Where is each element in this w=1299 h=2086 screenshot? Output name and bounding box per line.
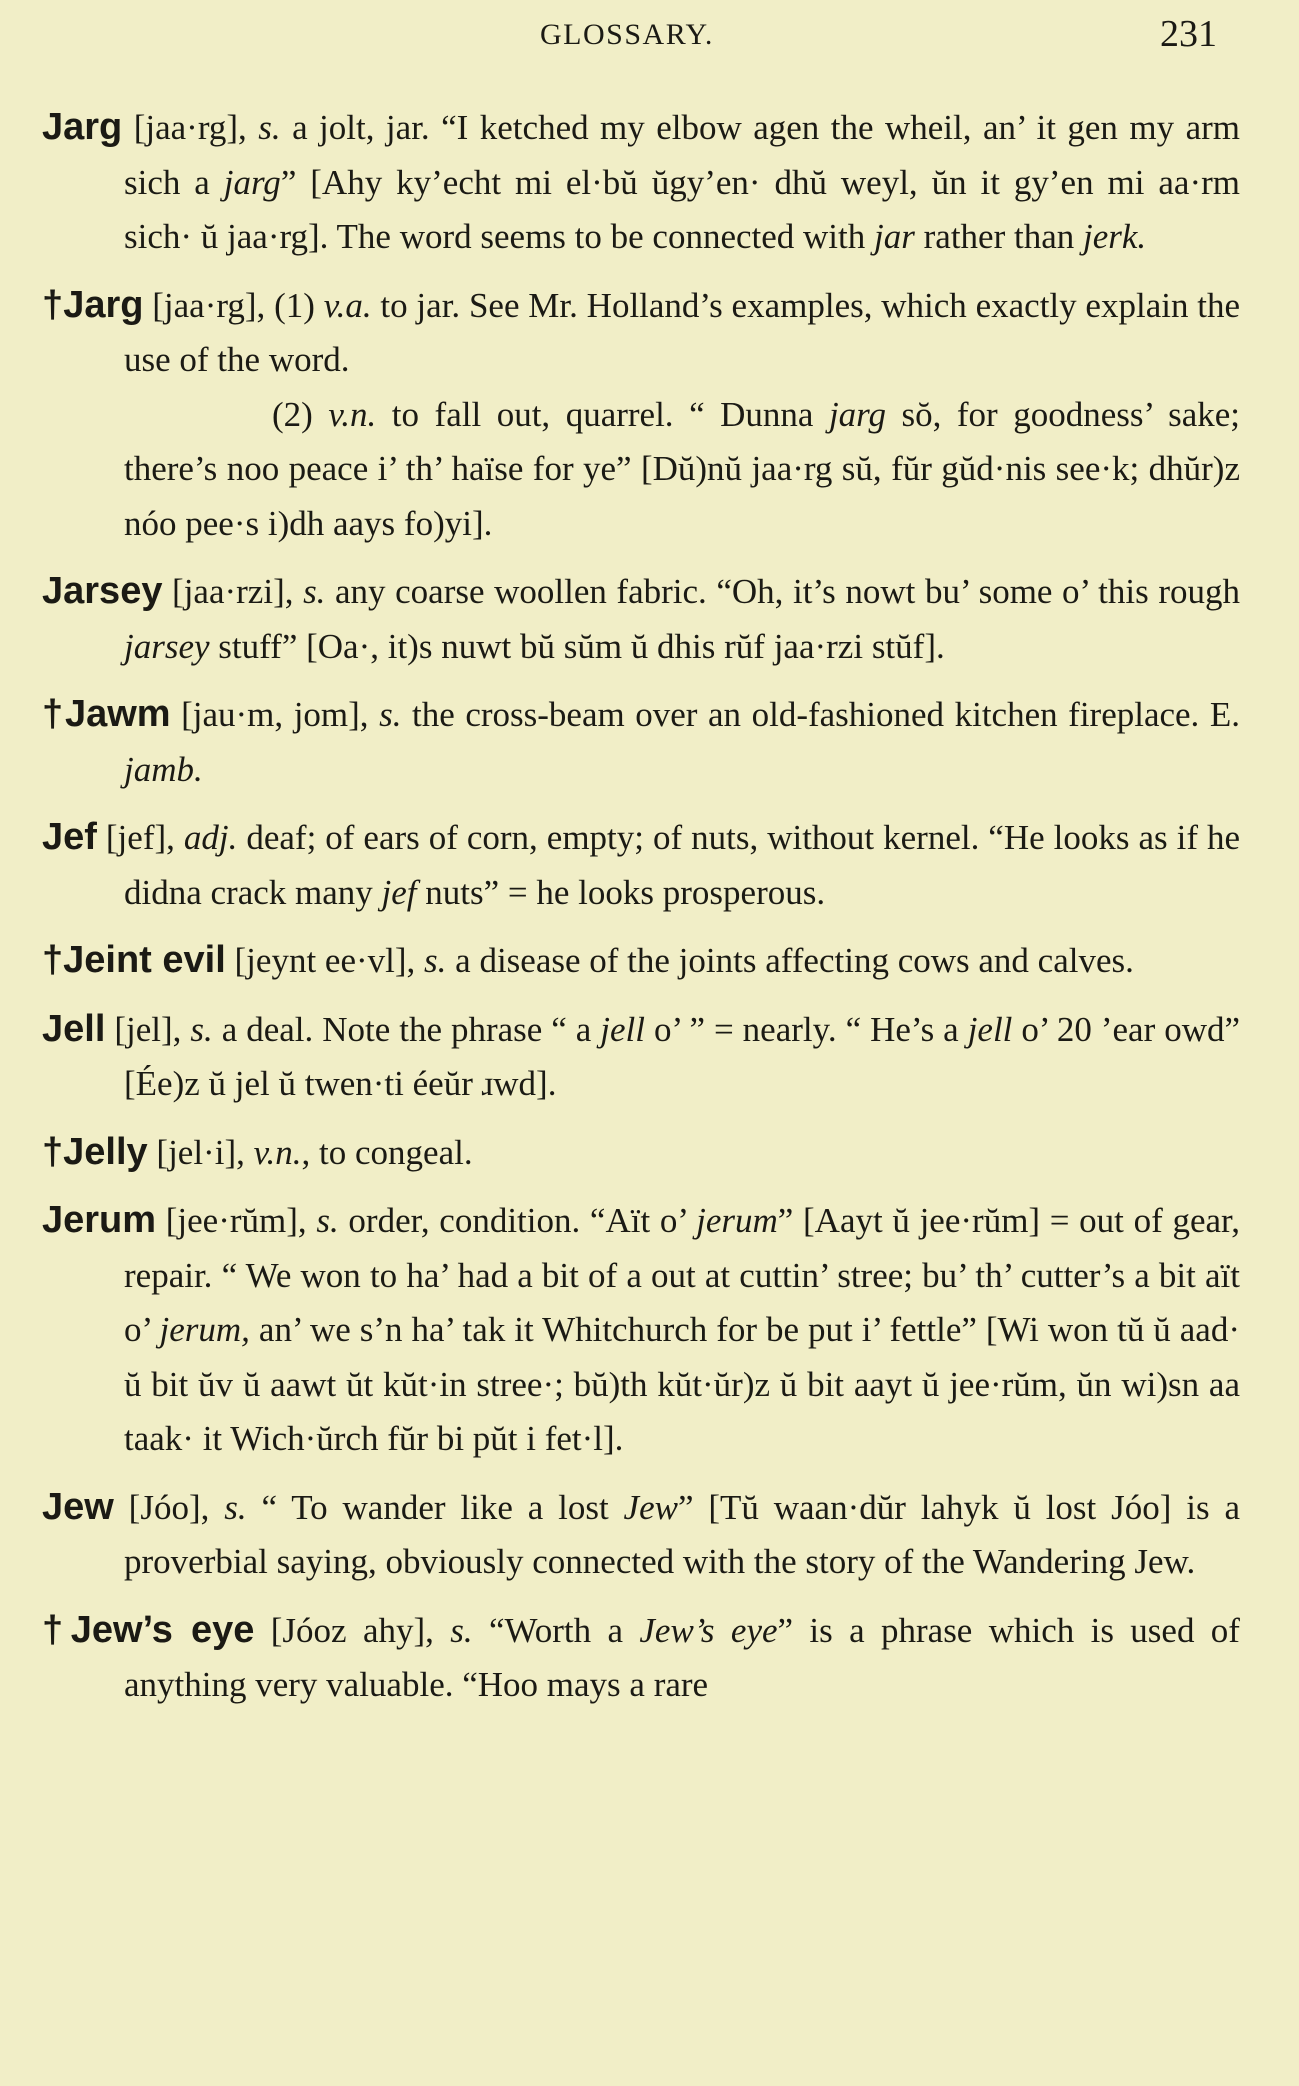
pronunciation: [jaa·rg], (1) — [143, 285, 324, 325]
grammar-label: s. — [316, 1201, 339, 1240]
entry-jew — [42, 1480, 1240, 1590]
grammar-label: s. — [379, 695, 402, 734]
grammar-label: v.a. — [323, 285, 372, 325]
dagger-mark: † — [42, 1130, 64, 1173]
definition: “Worth a — [472, 1610, 640, 1650]
entry-jarsey — [42, 564, 1240, 674]
definition: to fall out, quarrel. “ Dunna — [376, 394, 829, 434]
example-text: nuts” = he looks prosperous. — [416, 872, 826, 912]
definition: a deal. Note the phrase “ a — [212, 1009, 601, 1049]
headword: Jef — [42, 816, 97, 858]
example-italic: jamb. — [124, 749, 203, 789]
example-italic: jerum — [696, 1201, 778, 1240]
entry-jarg-verb — [42, 278, 1240, 552]
example-text: ” [Ahy ky’echt mi el·bŭ ŭgy’en· dhŭ weyl, ŭn it gy’en mi aa·rm sich· ŭ jaa·rg]. The word seems to be connected with — [124, 162, 1240, 256]
grammar-label: s. — [424, 941, 447, 980]
example-italic: jarg — [223, 162, 281, 202]
pronunciation: [jel·i], — [147, 1132, 254, 1172]
pronunciation: [jel], — [105, 1009, 191, 1049]
example-text: o’ 20 ’ear owd” [Ée)z ŭ jel ŭ twen·ti éeŭr ɹwd]. — [124, 1009, 1241, 1103]
grammar-label: s. — [224, 1487, 247, 1527]
headword: Jell — [42, 1007, 106, 1050]
definition: any coarse woollen fabric. “Oh, it’s nowt bu’ some o’ this rough — [325, 572, 1240, 611]
running-header — [0, 10, 1299, 60]
definition: a disease of the joints affecting cows and calves. — [446, 941, 1134, 980]
example-italic: Jew — [623, 1487, 678, 1527]
definition: to jar. See Mr. Holland’s examples, which exactly explain the use of the word. — [124, 285, 1241, 379]
grammar-label: s. — [303, 572, 326, 611]
definition: the cross-beam over an old-fashioned kitchen fireplace. E. — [401, 695, 1240, 734]
example-italic: jef — [381, 872, 417, 912]
headword: Jarsey — [42, 570, 163, 612]
page-number: 231 — [1160, 13, 1217, 55]
definition: order, condition. “Aït o’ — [338, 1201, 697, 1240]
headword: Jew — [42, 1485, 114, 1528]
note-text: rather than — [914, 217, 1083, 256]
example-italic: jarsey — [124, 626, 210, 666]
grammar-label: s. — [190, 1009, 213, 1049]
pronunciation: [jaa·rg], — [122, 108, 259, 147]
definition: , to congeal. — [301, 1132, 473, 1172]
example-italic: jarg — [828, 394, 886, 434]
dagger-mark: † — [42, 693, 65, 735]
example-italic: jell — [600, 1009, 645, 1049]
pronunciation: [jee·rŭm], — [156, 1201, 317, 1240]
dagger-mark: † — [42, 939, 64, 981]
glossary-entries — [42, 100, 1240, 1726]
grammar-label: adj. — [183, 818, 238, 857]
pronunciation: [jeynt ee·vl], — [225, 941, 425, 980]
pronunciation: [Jóoz ahy], — [254, 1610, 451, 1650]
example-text: ” [Aayt ŭ jee·rŭm] = out of gear, repair. “ We won to ha’ had a bit of a out at cuttin’ stree; bu’ th’ cutter’s a bit aït o’ — [124, 1201, 1241, 1349]
sense-number: (2) — [272, 394, 329, 434]
sense-2 — [124, 388, 1240, 552]
example-text: ” [Tŭ waan·dŭr lahyk ŭ lost Jóo] is a proverbial saying, obviously connected with the story of the Wandering Jew. — [124, 1487, 1240, 1581]
example-text: o’ ” = nearly. “ He’s a — [644, 1009, 968, 1049]
definition: deaf; of ears of corn, empty; of nuts, without kernel. “He looks as if he didna crack many — [124, 818, 1240, 912]
example-text: an’ we s’n ha’ tak it Whitchurch for be put i’ fettle” [Wi won tŭ ŭ aad· ŭ bit ŭv ŭ aawt ŭt kŭt·in stree·; bŭ)th kŭt·ŭr)z ŭ bit aayt ŭ jee·rŭm, ŭn wi)sn aa taak· it Wich·ŭrch fŭr bi pŭt i fet·l]. — [124, 1310, 1240, 1458]
entry-jerum — [42, 1193, 1240, 1467]
grammar-label: v.n. — [253, 1132, 302, 1172]
headword: Jerum — [42, 1199, 157, 1241]
headword: †Jew’s eye — [42, 1608, 255, 1651]
entry-jef — [42, 810, 1240, 920]
entry-jeint-evil — [42, 933, 1240, 989]
example-text: stuff” [Oa·, it)s nuwt bŭ sŭm ŭ dhis rŭf jaa·rzi stŭf]. — [209, 626, 945, 666]
entry-jews-eye — [42, 1603, 1240, 1713]
dagger-mark: † — [42, 283, 64, 326]
dagger-mark: † — [42, 1608, 71, 1651]
grammar-label: s. — [450, 1610, 473, 1650]
running-title: GLOSSARY. — [540, 18, 714, 51]
pronunciation: [Jóo], — [113, 1487, 225, 1527]
entry-jelly — [42, 1125, 1240, 1181]
pronunciation: [jau·m, jom], — [170, 695, 380, 734]
pronunciation: [jaa·rzi], — [162, 572, 304, 611]
example-text: ” is a phrase which is used of anything very valuable. “Hoo mays a rare — [124, 1610, 1240, 1704]
headword: †Jelly — [42, 1130, 148, 1173]
example-italic: Jew’s eye — [639, 1610, 778, 1650]
pronunciation: [jef], — [96, 818, 184, 857]
headword: †Jarg — [42, 283, 144, 326]
definition: “ To wander like a lost — [246, 1487, 624, 1527]
example-text: sŏ, for goodness’ sake; there’s noo peace i’ th’ haïse for ye” [Dŭ)nŭ jaa·rg sŭ, fŭr gŭd·nis see·k; dhŭr)z nóo pee·s i)dh aays fo)yi]. — [124, 394, 1241, 543]
example-italic: jerum, — [159, 1310, 250, 1349]
grammar-label: v.n. — [328, 394, 377, 434]
entry-jell — [42, 1002, 1240, 1112]
entry-jawm — [42, 687, 1240, 797]
headword: Jarg — [42, 106, 123, 148]
example-italic: jar — [874, 217, 915, 256]
example-italic: jell — [967, 1009, 1013, 1049]
definition: a jolt, jar. — [280, 108, 430, 147]
headword: †Jawm — [42, 693, 171, 735]
example-italic: jerk. — [1083, 217, 1147, 256]
entry-jarg-noun — [42, 100, 1240, 265]
headword: †Jeint evil — [42, 939, 226, 981]
example-text: “I ketched my elbow agen the wheil, an’ it gen my arm sich a — [124, 108, 1240, 202]
grammar-label: s. — [258, 108, 281, 147]
